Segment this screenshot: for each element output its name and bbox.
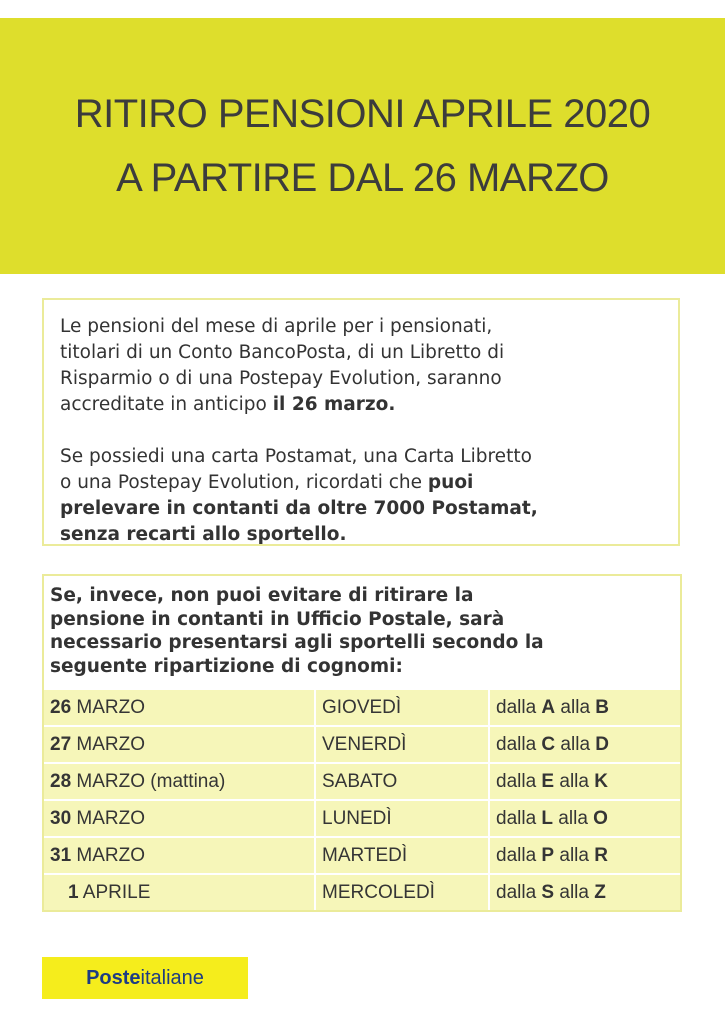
range-from-word: dalla (496, 807, 542, 829)
title-line-1: RITIRO PENSIONI APRILE 2020 (74, 92, 651, 136)
info-p1-line-2: titolari di un Conto BancoPosta, di un Libretto di (60, 342, 505, 363)
range-to-letter: D (595, 733, 610, 755)
date-cell (44, 689, 315, 726)
range-to-word: alla (555, 733, 596, 755)
date-cell (44, 726, 315, 763)
surname-range-cell (489, 726, 680, 763)
surname-range-cell (489, 689, 680, 726)
schedule-intro-line-2: pensione in contanti in Ufficio Postale, sarà (50, 608, 505, 630)
date-note: (mattina) (145, 770, 226, 792)
range-from-word: dalla (496, 696, 542, 718)
range-from-letter: P (541, 844, 555, 866)
range-from-letter: S (541, 881, 555, 903)
range-to-word: alla (554, 770, 595, 792)
table-row (44, 689, 680, 726)
month: MARZO (71, 696, 146, 718)
range-to-letter: R (594, 844, 608, 866)
table-row (44, 837, 680, 874)
surname-range-cell (489, 800, 680, 837)
info-p1-line-1: Le pensioni del mese di aprile per i pensionati, (60, 316, 493, 337)
range-from-word: dalla (496, 770, 542, 792)
schedule-intro-line-1: Se, invece, non puoi evitare di ritirare la (50, 585, 474, 606)
range-to-word: alla (554, 844, 595, 866)
range-to-letter: Z (594, 881, 606, 903)
surname-range-cell (489, 874, 680, 910)
day-number: 27 (50, 733, 72, 755)
weekday-cell: GIOVEDÌ (315, 689, 489, 726)
logo-bold-text: Poste (86, 966, 141, 989)
table-row (44, 726, 680, 763)
range-to-word: alla (555, 696, 596, 718)
info-p1-line-4: accreditate in anticipo (60, 394, 273, 415)
range-from-letter: L (541, 807, 554, 829)
title-banner (0, 18, 725, 274)
date-cell (44, 874, 315, 910)
schedule-table-body (44, 689, 680, 910)
info-box (42, 298, 680, 546)
poste-italiane-logo (42, 957, 248, 999)
schedule-intro-line-3: necessario presentarsi agli sportelli secondo la (50, 632, 544, 653)
month: MARZO (71, 770, 146, 792)
weekday-cell: VENERDÌ (315, 726, 489, 763)
range-to-word: alla (554, 881, 595, 903)
range-to-word: alla (553, 807, 594, 829)
month: APRILE (78, 881, 151, 903)
top-margin (0, 0, 725, 18)
day-number: 30 (50, 807, 72, 829)
month: MARZO (71, 807, 146, 829)
weekday-cell: MERCOLEDÌ (315, 874, 489, 910)
range-to-letter: K (594, 770, 608, 792)
range-from-word: dalla (496, 881, 542, 903)
range-from-letter: A (541, 696, 556, 718)
info-p2-line-4: senza recarti allo sportello. (60, 524, 347, 545)
info-p2-line-3: prelevare in contanti da oltre 7000 Postamat, (60, 498, 538, 519)
date-cell (44, 837, 315, 874)
table-row (44, 874, 680, 910)
range-from-letter: C (541, 733, 556, 755)
schedule-intro-line-4: seguente ripartizione di cognomi: (50, 655, 403, 677)
range-to-letter: B (595, 696, 610, 718)
month: MARZO (71, 844, 146, 866)
day-number: 31 (50, 844, 72, 866)
table-row (44, 763, 680, 800)
surname-range-cell (489, 837, 680, 874)
schedule-intro (44, 576, 680, 679)
info-paragraph-1 (60, 314, 668, 418)
day-number: 28 (50, 770, 72, 792)
info-p2-line-2: o una Postepay Evolution, ricordati che (60, 472, 428, 493)
schedule-table (44, 688, 680, 910)
weekday-cell: MARTEDÌ (315, 837, 489, 874)
range-to-letter: O (593, 807, 608, 829)
info-p2-line-1: Se possiedi una carta Postamat, una Carta Libretto (60, 446, 532, 467)
weekday-cell: LUNEDÌ (315, 800, 489, 837)
weekday-cell: SABATO (315, 763, 489, 800)
month: MARZO (71, 733, 146, 755)
range-from-letter: E (541, 770, 555, 792)
date-cell (44, 800, 315, 837)
info-p1-line-3: Risparmio o di una Postepay Evolution, saranno (60, 368, 502, 389)
surname-range-cell (489, 763, 680, 800)
range-from-word: dalla (496, 733, 542, 755)
title-line-2: A PARTIRE DAL 26 MARZO (116, 156, 609, 200)
date-cell (44, 763, 315, 800)
logo-light-text: italiane (140, 966, 204, 989)
schedule-box (42, 574, 682, 912)
day-number: 26 (50, 696, 72, 718)
range-from-word: dalla (496, 844, 542, 866)
table-row (44, 800, 680, 837)
day-number: 1 (68, 881, 79, 903)
info-p2-puoi: puoi (427, 472, 474, 493)
info-p1-date: il 26 marzo. (272, 394, 396, 415)
info-paragraph-2 (60, 444, 668, 548)
